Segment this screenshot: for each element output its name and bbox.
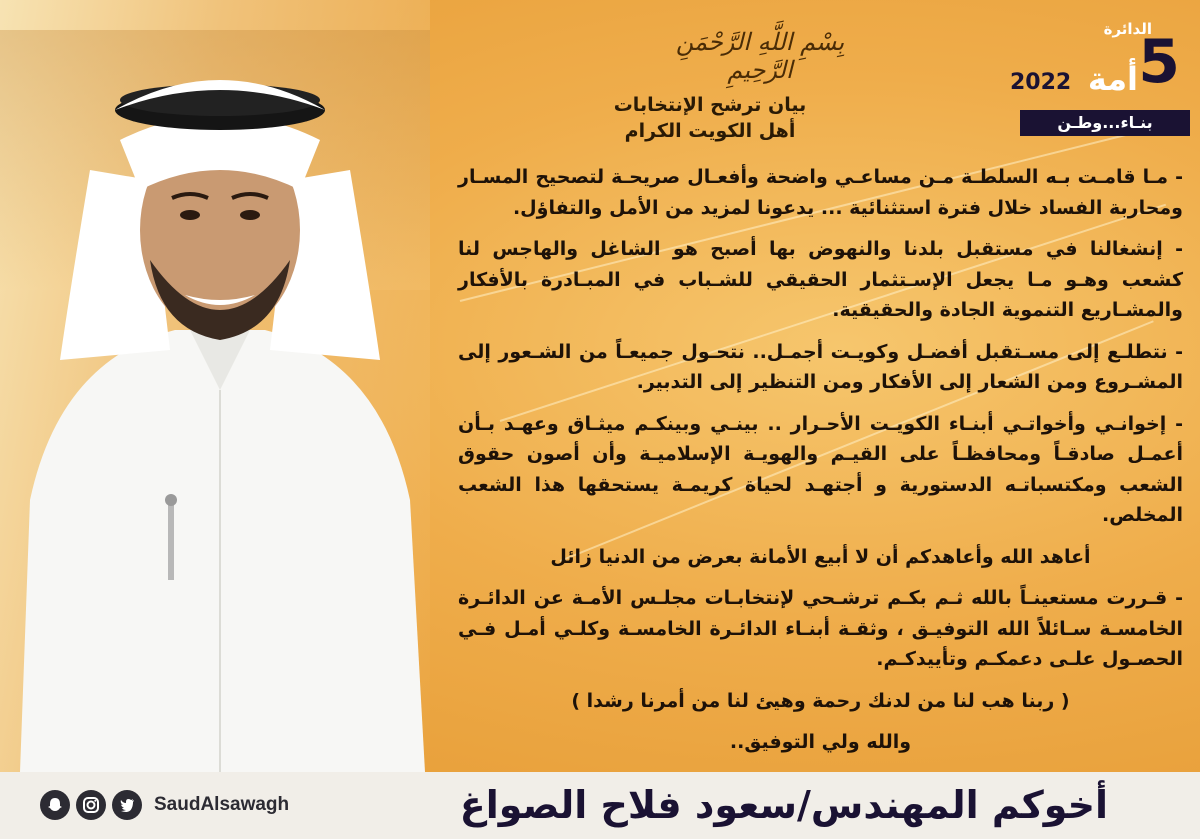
statement-subtitle: أهل الكويت الكرام	[624, 120, 796, 142]
social-handle[interactable]: SaudAlsawagh	[154, 794, 290, 815]
logo-tagline: بنـاء...وطـن	[1020, 110, 1190, 136]
logo-number: 5	[1138, 27, 1180, 97]
social-links	[40, 788, 289, 822]
campaign-logo	[1010, 18, 1190, 132]
statement-paragraph: - إخوانـي وأخواتـي أبنـاء الكويـت الأحـرار .. بينـي وبينكـم ميثـاق وعهـد بـأن أعمـل صادقـاً ومحافظـاً على القيـم والهويـة الإسلاميـة وأن أصون حقوق الشعب ومكتسباتـه الدستورية و أجتهـد لحياة كريمـة يستحقها هذا الشعب المخلص.	[458, 412, 1183, 526]
candidate-portrait	[0, 30, 440, 772]
closing-line: والله ولي التوفيق..	[729, 731, 912, 753]
statement-paragraph: - نتطلـع إلى مسـتقبل أفضـل وكويـت أجمـل.. نتحـول جميعـاً من الشـعور إلى المشـروع ومن الشعار إلى الأفكار ومن التنظير إلى التدبير.	[458, 340, 1183, 393]
logo-circle-label: الدائرة	[1103, 20, 1152, 38]
statement-body	[458, 162, 1183, 769]
pledge-line: أعاهد الله وأعاهدكم أن لا أبيع الأمانة بعرض من الدنيا زائل	[550, 545, 1091, 568]
logo-word: أمة	[1087, 60, 1138, 98]
statement-paragraph: - إنشغالنا في مستقبل بلدنا والنهوض بها أصبح هو الشاغل والهاجس لنا كشعب وهـو مـا يجعل الإسـتثمار الحقيقي للشـباب في المبـادرة بالأفكار والمشـاريع التنموية الجادة والحقيقية.	[458, 238, 1183, 321]
basmala: بِسْمِ اللَّهِ الرَّحْمَنِ الرَّحِيمِ	[675, 28, 845, 84]
twitter-icon[interactable]	[112, 790, 142, 820]
statement-heading	[600, 92, 820, 144]
footer-bar	[0, 772, 1200, 839]
statement-paragraph: - قـررت مستعينـاً بالله ثـم بكـم ترشـحي لإنتخابـات مجلـس الأمـة عن الدائـرة الخامسـة سـائلاً الله التوفيـق ، وثقـة أبنـاء الدائـرة الخامسـة وكلـي أمـل فـي الحصـول علـى دعمكـم وتأييدكـم.	[458, 587, 1183, 670]
instagram-icon[interactable]	[76, 790, 106, 820]
statement-paragraph: - مـا قامـت بـه السلطـة مـن مساعـي واضحة وأفعـال صريحـة لتصحيح المسـار ومحاربة الفساد خلال فترة استثنائية ... يدعونا لمزيد من الأمل والتفاؤل.	[458, 166, 1183, 219]
verse-line: ( ربنا هب لنا من لدنك رحمة وهيئ لنا من أمرنا رشدا )	[571, 689, 1070, 712]
statement-title: بيان ترشح الإنتخابات	[613, 94, 807, 116]
candidate-signature: أخوكم المهندس/سعود فلاح الصواغ	[459, 783, 1108, 827]
snapchat-icon[interactable]	[40, 790, 70, 820]
logo-year: 2022	[1010, 70, 1072, 95]
